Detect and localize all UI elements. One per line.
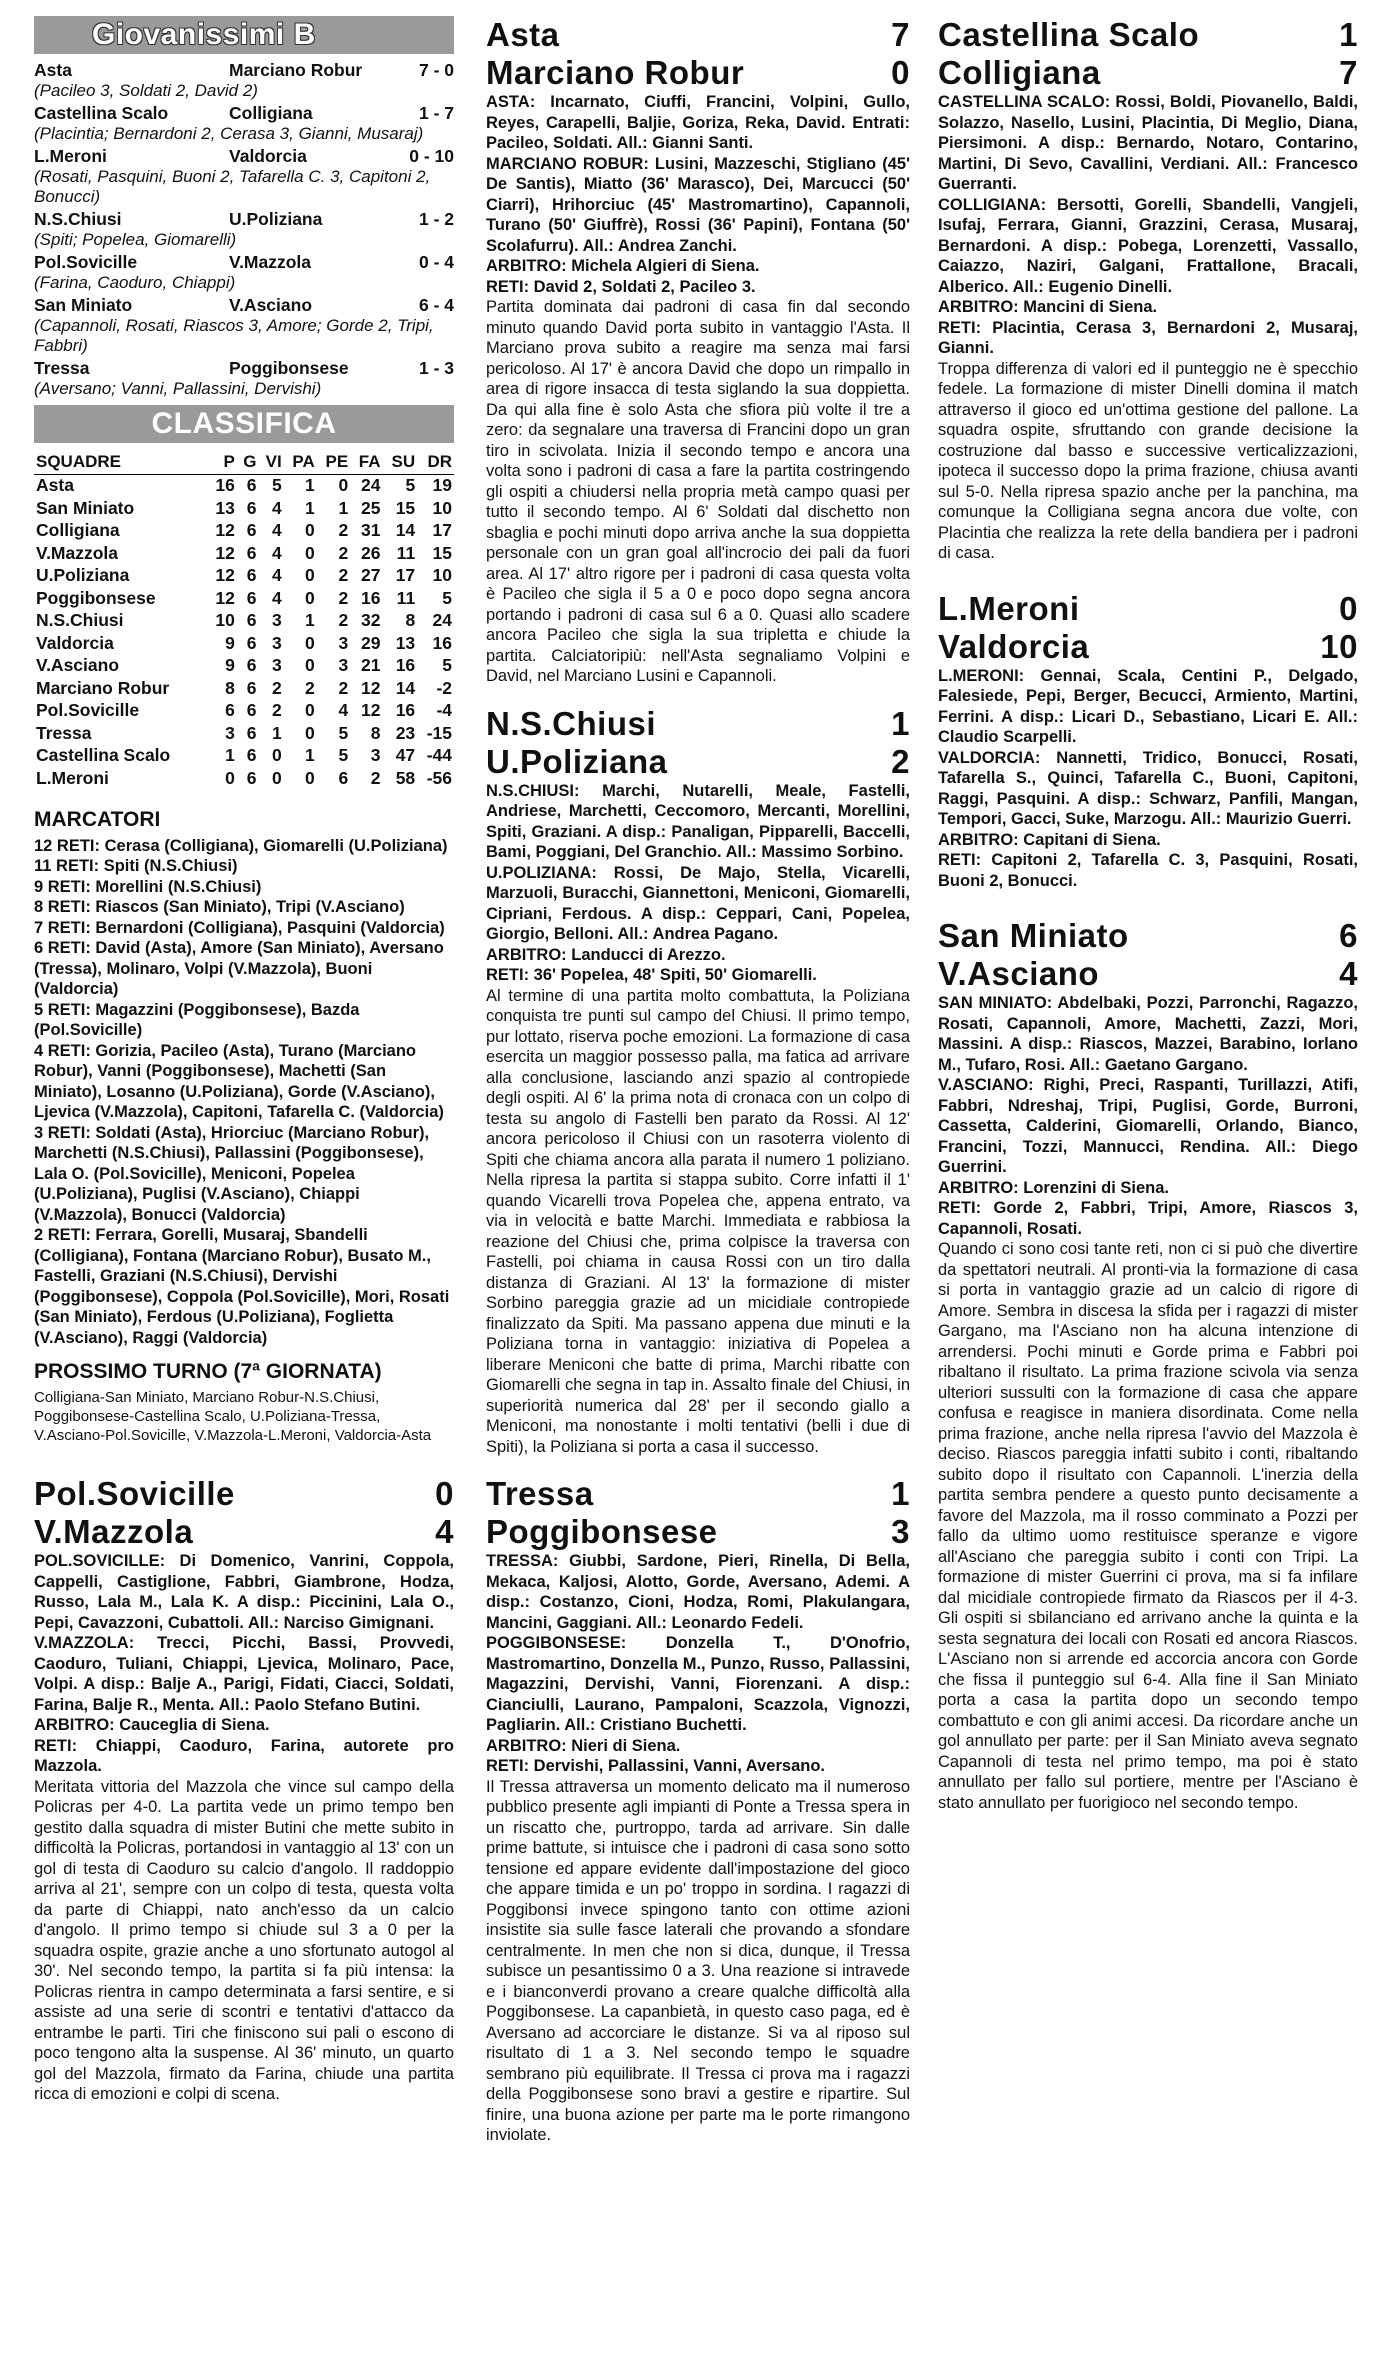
scorer-line: 11 RETI: Spiti (N.S.Chiusi) xyxy=(34,857,238,875)
table-cell: 2 xyxy=(338,520,349,541)
match xyxy=(486,16,910,687)
table-cell: 4 xyxy=(271,542,282,563)
away-score: 2 xyxy=(891,742,910,780)
standings-table xyxy=(34,451,454,790)
column-middle xyxy=(486,16,910,2146)
table-cell: 1 xyxy=(305,610,315,631)
table-header: SQUADRE xyxy=(34,451,207,474)
team-row-home xyxy=(486,16,910,54)
lineup-line: COLLIGIANA: Bersotti, Gorelli, Sbandelli, Vangjeli, Isufaj, Ferrara, Gianni, Grazzini, Cerasa, Musaraj, Bernardoni. A disp.: Pobega, Lorenzetti, Vassallo, Caiazzo, Naziri, Galgani, Frattallone, Bracali, Alberico. All.: Eugenio Dinelli. xyxy=(938,195,1358,296)
report-text: Il Tressa attraversa un momento delicato ma il numeroso pubblico presente agli impianti di Ponte a Tressa spera in un riscatto che, purtroppo, tarda ad arrivare. Sin dalle prime battute, si intuisce che i padroni di casa sono sotto tensione ed appare evidente dall'impostazione del gioco che appare timida e un po' troppo in sordina. I ragazzi di Poggibonsi invece spingono tanto con ottime azioni insistite sia sulle fasce laterali che provando a sfondare centralmente. In men che non si dica, dunque, il Tressa subisce un pesantissimo 0 a 3. Una reazione si intravede e i bianconverdi provano a creare qualche difficoltà alla Poggibonsese. La capanbietà, in questo caso paga, ed è Aversano ad accorciare le distanze. Si va al riposo sul risultato di 1 a 3. Nel secondo tempo le squadre sembrano più equilibrate. Il Tressa ci prova ma i ragazzi della Poggibonsese sono bravi a gestire e ripartire. Sul finire, una buona azione per parte ma le porte rimangono inviolate. xyxy=(486,1777,910,2144)
table-header: DR xyxy=(417,451,454,474)
table-cell: 1 xyxy=(225,745,235,766)
table-cell: 24 xyxy=(432,610,452,631)
lineup-line: V.MAZZOLA: Trecci, Picchi, Bassi, Provvedi, Caoduro, Tuliani, Chiappi, Ljevica, Molinaro, Pace, Volpi. A disp.: Balje A., Parigi, Fidati, Ciacci, Soldati, Farina, Balje R., Menta. All.: Paolo Stefano Butini. xyxy=(34,1634,454,1714)
table-cell: 6 xyxy=(246,655,257,676)
classifica-banner: CLASSIFICA xyxy=(34,405,454,443)
team-row-home xyxy=(938,590,1358,628)
table-cell: 2 xyxy=(271,677,282,698)
table-cell: 5 xyxy=(271,475,282,496)
away-team: Valdorcia xyxy=(229,146,307,166)
table-cell: 0 xyxy=(305,722,315,743)
away-score: 4 xyxy=(435,1513,454,1550)
table-cell: 12 xyxy=(215,542,235,563)
away-team: V.Asciano xyxy=(229,295,313,315)
away-score: 10 xyxy=(1320,627,1358,665)
lineup-line: RETI: David 2, Soldati 2, Pacileo 3. xyxy=(486,277,756,296)
column-right xyxy=(938,16,1358,1813)
table-cell: 3 xyxy=(271,655,282,676)
table-cell: 2 xyxy=(305,677,315,698)
result-row xyxy=(34,295,454,316)
table-cell: 17 xyxy=(432,520,452,541)
team-row-away xyxy=(938,955,1358,993)
scorers: (Farina, Caoduro, Chiappi) xyxy=(34,273,236,292)
table-cell: Pol.Sovicille xyxy=(36,700,140,721)
table-cell: 5 xyxy=(338,722,349,743)
table-cell: 6 xyxy=(246,700,257,721)
lineups xyxy=(486,92,910,297)
table-cell: 4 xyxy=(271,587,282,608)
table-cell: 3 xyxy=(271,610,282,631)
away-team: Poggibonsese xyxy=(229,358,349,378)
home-score: 1 xyxy=(891,704,910,742)
table-cell: -2 xyxy=(436,677,452,698)
table-cell: 12 xyxy=(215,587,235,608)
table-cell: 6 xyxy=(246,587,257,608)
table-cell: 15 xyxy=(395,497,416,518)
away-team: Marciano Robur xyxy=(229,60,363,80)
table-cell: 0 xyxy=(305,700,315,721)
table-cell: 27 xyxy=(361,565,381,586)
table-row xyxy=(34,474,454,497)
away-team-name: U.Poliziana xyxy=(486,742,668,780)
lineup-line: RETI: Dervishi, Pallassini, Vanni, Aversano. xyxy=(486,1757,825,1775)
table-cell: 8 xyxy=(370,722,381,743)
match xyxy=(938,917,1358,1813)
table-cell: 2 xyxy=(271,700,282,721)
table-cell: 4 xyxy=(271,497,282,518)
away-team: Colligiana xyxy=(229,103,313,123)
lineup-line: ARBITRO: Mancini di Siena. xyxy=(938,298,1158,316)
scorers: (Capannoli, Rosati, Riascos 3, Amore; Gorde 2, Tripi, Fabbri) xyxy=(34,316,434,355)
result-row xyxy=(34,146,454,167)
table-cell: 13 xyxy=(395,632,416,653)
table-cell: Valdorcia xyxy=(36,632,114,653)
team-row-away xyxy=(34,1513,454,1551)
report-text: Al termine di una partita molto combattuta, la Poliziana conquista tre punti sul campo del Chiusi. Il primo tempo, pur lottato, riserva poche emozioni. La formazione di casa esercita un maggior possesso palla, ma fatica ad arrivare alla conclusione, lasciando anzi spazio al contropiede degli ospiti. Al 6' la prima nota di cronaca con un colpo di testa su angolo di Fastelli ben parato da Rossi. Al 12' ancora pericoloso il Chiusi con un rasoterra violento di Spiti che chiama ancora alla parata il numero 1 poliziano. Nella ripresa la partita si stappa subito. Corre infatti il 1' quando Vicarelli trova Popelea che, appena entrato, va via in velocità e batte Marchi. Immediata e rabbiosa la reazione del Chiusi che, prima colpisce la traversa con Fastelli, poi chiama in causa Rossi con un tiro dalla distanza di Graziani. Al 13' la formazione di mister Sorbino pareggia grazie ad un micidiale contropiede finalizzato da Spiti. Ma passano appena due minuti e la Poliziana torna in vantaggio: iniziativa di Popelea a liberare Meniconi che batte di prima, Marchi ribatte con Giomarelli che segna in tap in. Assalto finale del Chiusi, in superiorità numerica dal 28' per il secondo giallo a Meniconi, ma nonostante i molti tentativi (belli i due di Spiti), la Poliziana si porta a casa il successo. xyxy=(486,986,910,1456)
away-team-name: V.Mazzola xyxy=(34,1513,194,1550)
table-row xyxy=(34,745,454,768)
table-cell: -15 xyxy=(426,722,452,743)
table-cell: 16 xyxy=(215,475,235,496)
lineup-line: TRESSA: Giubbi, Sardone, Pieri, Rinella, Di Bella, Mekaca, Kaljosi, Alotto, Gorde, Aversano, Ademi. A disp.: Costanzo, Cioni, Hodza, Romi, Plakulangara, Mancini, Gaggiani. All.: Leonardo Fedeli. xyxy=(486,1552,910,1632)
table-cell: 5 xyxy=(338,745,349,766)
table-cell: 11 xyxy=(396,587,416,608)
table-cell: 1 xyxy=(305,745,315,766)
team-row-away xyxy=(938,628,1358,666)
match xyxy=(938,16,1358,564)
away-team-name: Colligiana xyxy=(938,54,1101,91)
table-cell: 5 xyxy=(442,655,452,676)
table-cell: Tressa xyxy=(36,722,92,743)
match xyxy=(34,1475,454,2105)
table-cell: 5 xyxy=(405,475,416,496)
table-row xyxy=(34,722,454,745)
home-score: 6 xyxy=(1339,917,1358,954)
lineups xyxy=(486,1551,910,1777)
table-cell: 0 xyxy=(305,587,315,608)
home-team: N.S.Chiusi xyxy=(34,209,122,229)
lineup-line: N.S.CHIUSI: Marchi, Nutarelli, Meale, Fastelli, Andriese, Marchetti, Ceccomoro, Mercanti, Morellini, Spiti, Graziani. A disp.: Panaligan, Pipparelli, Baccelli, Bami, Poggiani, Del Granchio. All.: Massimo Sorbino. xyxy=(486,781,910,861)
scorer-line: 6 RETI: David (Asta), Amore (San Miniato), Aversano (Tressa), Molinaro, Volpi (V.Mazzola), Buoni (Valdorcia) xyxy=(34,939,444,998)
table-cell: Poggibonsese xyxy=(36,587,156,608)
away-score: 4 xyxy=(1339,955,1358,992)
table-cell: 1 xyxy=(338,497,349,518)
table-cell: 0 xyxy=(225,767,235,788)
home-team-name: Asta xyxy=(486,16,560,53)
table-cell: 16 xyxy=(361,587,381,608)
table-cell: 0 xyxy=(338,475,349,496)
table-row xyxy=(34,767,454,790)
table-cell: 3 xyxy=(271,632,282,653)
table-header: VI xyxy=(259,451,284,474)
home-score: 0 xyxy=(435,1475,454,1512)
table-cell: 4 xyxy=(271,520,282,541)
table-cell: 12 xyxy=(215,565,235,586)
report-text: Meritata vittoria del Mazzola che vince sul campo della Policras per 4-0. La partita vede un primo tempo ben gestito dalla squadra di mister Butini che mette subito in difficoltà la Policras, portandosi in vantaggio al 13' con un gol di testa di Caoduro su calcio d'angolo. Il raddoppio arriva al 21', sempre con un colpo di testa, questa volta da parte di Chiappi, nato anch'esso da un calcio d'angolo. Il primo tempo si chiude sul 3 a 0 per la squadra ospite, grazie anche a uno sfortunato autogol al 30'. Nel secondo tempo, la partita si fa più intensa: la Policras rientra in campo determinata a farsi sentire, e si assiste ad una serie di scontri e tentativi d'attacco da entrambe le parti. Tiri che finiscono sui pali o escono di poco tengono alta la suspense. Al 36' minuto, un quarto gol del Mazzola, firmato da Farina, chiude una partita ricca di emozioni e colpi di scena. xyxy=(34,1777,454,2103)
scorer-line: 4 RETI: Gorizia, Pacileo (Asta), Turano (Marciano Robur), Vanni (Poggibonsese), Machetti (San Miniato), Losanno (U.Poliziana), Gorde (V.Asciano), Ljevica (V.Mazzola), Capitoni, Tafarella C. (Valdorcia) xyxy=(34,1041,444,1121)
score: 0 - 4 xyxy=(418,252,454,272)
table-cell: 21 xyxy=(361,655,381,676)
table-cell: 16 xyxy=(432,632,452,653)
table-cell: 6 xyxy=(246,542,257,563)
result-row xyxy=(34,103,454,124)
table-cell: Asta xyxy=(36,475,74,496)
table-row xyxy=(34,677,454,700)
table-cell: 0 xyxy=(305,632,315,653)
home-team-name: N.S.Chiusi xyxy=(486,704,657,742)
table-cell: 6 xyxy=(246,767,257,788)
lineups xyxy=(938,92,1358,359)
table-cell: 10 xyxy=(215,610,235,631)
report-text: Partita dominata dai padroni di casa fin dal secondo minuto quando David porta subito in vantaggio l'Asta. Il Marciano prova subito a reagire ma senza mai farsi pericoloso. Al 17' è ancora David che dopo un rimpallo in area di rigore insacca di testa siglando la sua doppietta. Da qui alla fine è solo Asta che sfiora più volte il tre a zero: da segnalare una traversa di Francini dopo un gran tiro in scivolata. Inizia il secondo tempo e ancora una volta sono i padroni di casa a fare la partita costringendo gli ospiti a chiudersi nella propria metà campo quasi per tutto il secondo tempo. Al 6' Soldati dal dischetto non sbaglia e pochi minuti dopo arriva anche la sua doppietta personale con un gran goal all'incrocio dei pali da fuori area. Al 17' altro rigore per i padroni di casa questa volta è Pacileo che sigla il 5 a 0 e poco dopo segna ancora portando i padroni di casa sul 6 a 0. Quasi allo scadere ancora Pacileo che sigla la sua tripletta e chiude la partita. Calciatoripiù: nell'Asta segnaliamo Volpini e David, nel Marciano Lusini e Capannoli. xyxy=(486,298,910,685)
scorer-line: 7 RETI: Bernardoni (Colligiana), Pasquini (Valdorcia) xyxy=(34,918,445,937)
team-row-away xyxy=(938,54,1358,92)
table-cell: 6 xyxy=(246,745,257,766)
match xyxy=(486,705,910,1458)
home-score: 1 xyxy=(1339,16,1358,53)
team-row-home xyxy=(938,16,1358,54)
match-report xyxy=(34,1475,454,2105)
result-row xyxy=(34,358,454,379)
home-score: 7 xyxy=(891,16,910,53)
table-row xyxy=(34,632,454,655)
score: 7 - 0 xyxy=(418,60,454,80)
scorers: (Rosati, Pasquini, Buoni 2, Tafarella C. 3, Capitoni 2, Bonucci) xyxy=(34,167,431,206)
table-cell: 0 xyxy=(271,767,282,788)
table-cell: 12 xyxy=(215,520,235,541)
lineup-line: L.MERONI: Gennai, Scala, Centini P., Delgado, Falesiede, Pepi, Berger, Becucci, Armiento, Martini, Ferrini. A disp.: Licari D., Sebastiano, Licari E. All.: Claudio Scarpelli. xyxy=(938,666,1358,746)
table-cell: 15 xyxy=(432,542,452,563)
away-score: 0 xyxy=(891,54,910,91)
marcatori-list xyxy=(34,836,454,1349)
table-cell: San Miniato xyxy=(36,497,135,518)
lineups xyxy=(34,1551,454,1777)
scorer-line: 3 RETI: Soldati (Asta), Hriorciuc (Marciano Robur), Marchetti (N.S.Chiusi), Pallassini (Poggibonsese), Lala O. (Pol.Sovicille), Meniconi, Popelea (U.Poliziana), Puglisi (V.Asciano), Chiappi (V.Mazzola), Bonucci (Valdorcia) xyxy=(34,1123,430,1224)
table-cell: Marciano Robur xyxy=(36,677,170,698)
table-cell: 5 xyxy=(442,587,452,608)
result-row xyxy=(34,209,454,230)
table-cell: 1 xyxy=(305,475,315,496)
away-team: V.Mazzola xyxy=(229,252,312,272)
home-team-name: Castellina Scalo xyxy=(938,16,1200,53)
scorers: (Aversano; Vanni, Pallassini, Dervishi) xyxy=(34,379,322,398)
table-cell: 3 xyxy=(338,632,349,653)
table-cell: 6 xyxy=(246,632,257,653)
table-cell: 6 xyxy=(246,722,257,743)
scorers: (Spiti; Popelea, Giomarelli) xyxy=(34,230,237,249)
table-cell: 10 xyxy=(432,497,452,518)
lineup-line: MARCIANO ROBUR: Lusini, Mazzeschi, Stigliano (45' De Santis), Miatto (36' Marasco), Dei, Marcucci (50' Ciarri), Hrihorciuc (45' Mastromartino), Capannoli, Turano (50' Giuffrè), Rossi (36' Papini), Fontana (50' Scolafurru). All.: Andrea Zanchi. xyxy=(486,154,910,255)
lineup-line: RETI: 36' Popelea, 48' Spiti, 50' Giomarelli. xyxy=(486,966,817,984)
table-cell: 11 xyxy=(396,542,416,563)
table-cell: 1 xyxy=(271,722,282,743)
table-row xyxy=(34,565,454,588)
table-cell: Colligiana xyxy=(36,520,120,541)
lineup-line: V.ASCIANO: Righi, Preci, Raspanti, Turillazzi, Atifi, Fabbri, Ndreshaj, Tripi, Puglisi, Gorde, Burroni, Cassetta, Calderini, Giomarelli, Orlando, Bianco, Francini, Tozzi, Mannucci, Rendina. All.: Diego Guerrini. xyxy=(938,1076,1358,1176)
table-cell: 6 xyxy=(246,497,257,518)
table-cell: 6 xyxy=(246,610,257,631)
table-cell: 1 xyxy=(305,497,315,518)
scorer-line: 2 RETI: Ferrara, Gorelli, Musaraj, Sbandelli (Colligiana), Fontana (Marciano Robur), Busato M., Fastelli, Graziani (N.S.Chiusi), Dervishi (Poggibonsese), Coppola (Pol.Sovicille), Mori, Rosati (San Miniato), Ferdous (U.Poliziana), Foglietta (V.Asciano), Raggi (Valdorcia) xyxy=(34,1226,450,1347)
table-cell: V.Mazzola xyxy=(36,542,119,563)
table-cell: 2 xyxy=(370,767,381,788)
match xyxy=(938,590,1358,892)
table-cell: 9 xyxy=(225,632,235,653)
team-row-home xyxy=(938,917,1358,955)
scorers: (Placintia; Bernardoni 2, Cerasa 3, Gianni, Musaraj) xyxy=(34,124,424,143)
home-score: 1 xyxy=(891,1475,910,1512)
home-score: 0 xyxy=(1339,589,1358,627)
table-cell: 9 xyxy=(225,655,235,676)
lineup-line: ARBITRO: Lorenzini di Siena. xyxy=(938,1178,1170,1197)
table-cell: 0 xyxy=(305,542,315,563)
lineup-line: ARBITRO: Nieri di Siena. xyxy=(486,1736,681,1755)
table-cell: L.Meroni xyxy=(36,767,109,788)
lineup-line: RETI: Placintia, Cerasa 3, Bernardoni 2, Musaraj, Gianni. xyxy=(938,318,1358,357)
table-cell: 12 xyxy=(361,677,381,698)
table-cell: -56 xyxy=(426,767,452,788)
team-row-home xyxy=(486,705,910,743)
table-row xyxy=(34,610,454,633)
table-cell: 0 xyxy=(271,745,282,766)
prossimo-title: PROSSIMO TURNO (7ª GIORNATA) xyxy=(34,1360,382,1383)
table-row xyxy=(34,497,454,520)
away-score: 7 xyxy=(1339,54,1358,91)
table-cell: 14 xyxy=(395,677,416,698)
home-team: San Miniato xyxy=(34,295,133,315)
table-cell: 12 xyxy=(361,700,381,721)
table-cell: 6 xyxy=(246,475,257,496)
score: 0 - 10 xyxy=(409,146,454,166)
scorer-line: 12 RETI: Cerasa (Colligiana), Giomarelli (U.Poliziana) xyxy=(34,836,448,855)
results-list xyxy=(34,60,454,399)
table-row xyxy=(34,587,454,610)
table-cell: 14 xyxy=(395,520,416,541)
table-cell: 6 xyxy=(225,700,235,721)
table-cell: N.S.Chiusi xyxy=(36,610,124,631)
scorers: (Pacileo 3, Soldati 2, David 2) xyxy=(34,81,258,100)
home-team: Tressa xyxy=(34,358,90,378)
lineup-line: POL.SOVICILLE: Di Domenico, Vanrini, Coppola, Cappelli, Castiglione, Fabbri, Giambrone, Hodza, Russo, Lala M., Lala K. A disp.: Piccinini, Lala O., Pepi, Cavazzoni, Cubattoli. All.: Narciso Gimignani. xyxy=(34,1552,454,1632)
table-cell: 4 xyxy=(271,565,282,586)
table-cell: 0 xyxy=(305,520,315,541)
table-cell: 2 xyxy=(338,610,349,631)
result-row xyxy=(34,60,454,81)
table-cell: 2 xyxy=(338,587,349,608)
table-header: G xyxy=(237,451,259,474)
score: 6 - 4 xyxy=(418,295,454,315)
table-cell: U.Poliziana xyxy=(36,565,130,586)
table-cell: 16 xyxy=(395,655,416,676)
score: 1 - 3 xyxy=(418,358,454,378)
away-team: U.Poliziana xyxy=(229,209,323,229)
table-cell: 8 xyxy=(225,677,235,698)
home-team-name: San Miniato xyxy=(938,917,1129,954)
team-row-home xyxy=(34,1475,454,1513)
table-cell: 0 xyxy=(305,655,315,676)
column-left xyxy=(34,16,454,2105)
table-cell: 6 xyxy=(246,565,257,586)
table-cell: 47 xyxy=(395,745,416,766)
table-header: SU xyxy=(383,451,418,474)
table-cell: 3 xyxy=(370,745,381,766)
table-cell: 6 xyxy=(246,677,257,698)
table-row xyxy=(34,700,454,723)
away-team-name: Poggibonsese xyxy=(486,1513,718,1550)
table-header: PA xyxy=(284,451,317,474)
report-text: Quando ci sono cosi tante reti, non ci si può che divertire da spettatori neutrali. Al pronti-via la formazione di casa si porta in vantaggio grazie ad un calcio di rigore di Amore. Sembra in discesa la sfida per i ragazzi di mister Gargano, ma l'Asciano non ha alcuna intenzione di arrendersi. Pochi minuti e Gorde prima e Fabbri poi ribaltano il risultato. La prima frazione scivola via senza ulteriori sussulti con la formazione di casa che appare confusa e reagisce in maniera disordinata. Come nella prima frazione, anche nella ripresa l'avvio del Mazzola è deciso. Riascos pareggia infatti subito i conti, ribaltando subito dopo il risultato con Capannoli. L'inerzia della partita sembra pendere a questo punto decisamente a favore del Mazzola, ma il rosso comminato a Pozzi per fallo da ultimo uomo restituisce speranze e vigore all'Asciano che pareggia subito i conti con Tripi. La formazione di mister Guerrini ci prova, ma si fa infilare dal micidiale contropiede firmato da Riascos per il 4-3. Gli ospiti si sbilanciano ed arrivano anche la quinta e la sesta segnatura dei locali con Rosati ed ancora Riascos. L'Asciano non si arrende ed accorcia ancora con Gorde che fissa il punteggio sul 6-4. Alla fine il San Miniato porta a casa la partita dopo un secondo tempo combattuto e con gli animi accesi. Da ricordare anche un gol annullato per parte: per il San Miniato aveva segnato Capannoli di testa nel primo tempo, ma poi è stato annullato per fallo sul portiere, mentre per l'Asciano è stato annullato per fuorigioco nel secondo tempo. xyxy=(938,1240,1358,1812)
scorer-line: 8 RETI: Riascos (San Miniato), Tripi (V.Asciano) xyxy=(34,898,405,916)
section-banner: Giovanissimi B xyxy=(34,16,454,54)
table-cell: 13 xyxy=(215,497,235,518)
score: 1 - 7 xyxy=(418,103,454,123)
table-cell: 4 xyxy=(338,700,349,721)
lineup-line: ARBITRO: Capitani di Siena. xyxy=(938,830,1161,849)
table-row xyxy=(34,655,454,678)
lineup-line: RETI: Gorde 2, Fabbri, Tripi, Amore, Riascos 3, Capannoli, Rosati. xyxy=(938,1199,1358,1238)
table-cell: 16 xyxy=(395,700,416,721)
lineup-line: POGGIBONSESE: Donzella T., D'Onofrio, Mastromartino, Donzella M., Punzo, Russo, Pallassini, Magazzini, Dervishi, Vanni, Fiorenzani. A disp.: Cianciulli, Laurano, Pampaloni, Scazzola, Vignozzi, Pagliarin. All.: Cristiano Buchetti. xyxy=(486,1634,910,1734)
table-cell: 32 xyxy=(361,610,381,631)
home-team-name: L.Meroni xyxy=(938,589,1080,627)
team-row-away xyxy=(486,743,910,781)
table-cell: 2 xyxy=(338,542,349,563)
table-cell: 0 xyxy=(305,565,315,586)
away-team-name: V.Asciano xyxy=(938,955,1100,992)
table-cell: 29 xyxy=(361,632,381,653)
report-text: Troppa differenza di valori ed il punteggio ne è specchio fedele. La formazione di mister Dinelli domina il match attraverso il gioco ed un'ottima gestione del pallone. La squadra ospite, sfruttando con grande decisione la costruzione dal basso e successive verticalizzazioni, ipoteca il successo dopo la prima frazione, chiusa avanti sul 5-0. Nella ripresa spazio anche per la panchina, ma comunque la Colligiana segna ancora due volte, con Placintia che realizza la rete della bandiera per i padroni di casa. xyxy=(938,359,1358,562)
table-cell: 24 xyxy=(361,475,381,496)
home-team-name: Tressa xyxy=(486,1475,594,1512)
table-cell: Castellina Scalo xyxy=(36,745,171,766)
team-row-away xyxy=(486,54,910,92)
table-cell: 17 xyxy=(395,565,416,586)
table-cell: 58 xyxy=(395,767,416,788)
table-cell: 8 xyxy=(405,610,416,631)
lineup-line: SAN MINIATO: Abdelbaki, Pozzi, Parronchi, Ragazzo, Rosati, Capannoli, Amore, Machetti, Zazzi, Mori, Massini. A disp.: Riascos, Mazzei, Barabino, Iorlano M., Tufaro, Rosi. All.: Gaetano Gargano. xyxy=(938,994,1358,1074)
table-row xyxy=(34,542,454,565)
lineups xyxy=(938,993,1358,1239)
table-cell: V.Asciano xyxy=(36,655,120,676)
table-row xyxy=(34,520,454,543)
lineup-line: ARBITRO: Landucci di Arezzo. xyxy=(486,945,726,964)
scorer-line: 5 RETI: Magazzini (Poggibonsese), Bazda (Pol.Sovicille) xyxy=(34,1000,360,1039)
table-cell: 6 xyxy=(246,520,257,541)
scorer-line: 9 RETI: Morellini (N.S.Chiusi) xyxy=(34,877,262,896)
table-cell: 2 xyxy=(338,565,349,586)
home-team-name: Pol.Sovicille xyxy=(34,1475,235,1512)
table-cell: 6 xyxy=(338,767,349,788)
lineups xyxy=(938,666,1358,892)
table-cell: 23 xyxy=(395,722,416,743)
match xyxy=(486,1475,910,2146)
table-cell: 25 xyxy=(361,497,381,518)
prossimo-text: Colligiana-San Miniato, Marciano Robur-N.S.Chiusi, Poggibonsese-Castellina Scalo, U.Poliziana-Tressa, V.Asciano-Pol.Sovicille, V.Mazzola-L.Meroni, Valdorcia-Asta xyxy=(34,1389,432,1444)
table-header: P xyxy=(207,451,236,474)
table-header: PE xyxy=(317,451,350,474)
score: 1 - 2 xyxy=(418,209,454,229)
away-score: 3 xyxy=(891,1513,910,1550)
table-cell: -4 xyxy=(436,700,452,721)
lineup-line: ASTA: Incarnato, Ciuffi, Francini, Volpini, Gullo, Reyes, Carapelli, Baljie, Goriza, Reka, David. Entrati: Pacileo, Soldati. All.: Gianni Santi. xyxy=(486,93,910,152)
team-row-away xyxy=(486,1513,910,1551)
home-team: Castellina Scalo xyxy=(34,103,169,123)
away-team-name: Marciano Robur xyxy=(486,54,745,91)
lineup-line: RETI: Capitoni 2, Tafarella C. 3, Pasquini, Rosati, Buoni 2, Bonucci. xyxy=(938,851,1358,890)
table-cell: 10 xyxy=(432,565,452,586)
table-header: FA xyxy=(350,451,382,474)
table-cell: -44 xyxy=(426,745,452,766)
marcatori-title: MARCATORI xyxy=(34,807,161,831)
lineup-line: VALDORCIA: Nannetti, Tridico, Bonucci, Rosati, Tafarella S., Quinci, Tafarella C., Buoni, Capitoni, Raggi, Pasquini. A disp.: Schwarz, Panfili, Mangan, Tempori, Gacci, Suke, Marzogu. All.: Maurizio Guerri. xyxy=(938,748,1358,828)
table-cell: 19 xyxy=(432,475,452,496)
lineup-line: CASTELLINA SCALO: Rossi, Boldi, Piovanello, Baldi, Solazzo, Nasello, Lusini, Placintia, Di Meglio, Diana, Piersimoni. A disp.: Bernardo, Notaro, Contarino, Martini, Di Sevo, Cavallini, Verdiani. All.: Francesco Guerranti. xyxy=(938,93,1358,193)
table-cell: 3 xyxy=(338,655,349,676)
home-team: Pol.Sovicille xyxy=(34,252,138,272)
table-cell: 31 xyxy=(361,520,381,541)
home-team: L.Meroni xyxy=(34,146,107,166)
result-row xyxy=(34,252,454,273)
table-cell: 26 xyxy=(361,542,381,563)
table-cell: 3 xyxy=(225,722,235,743)
team-row-home xyxy=(486,1475,910,1513)
lineup-line: RETI: Chiappi, Caoduro, Farina, autorete pro Mazzola. xyxy=(34,1736,454,1775)
lineup-line: ARBITRO: Cauceglia di Siena. xyxy=(34,1716,270,1734)
lineup-line: U.POLIZIANA: Rossi, De Majo, Stella, Vicarelli, Marzuoli, Buracchi, Giannettoni, Meniconi, Giomarelli, Cipriani, Ferdous. A disp.: Ceppari, Cani, Popelea, Giorgio, Belloni. All.: Andrea Pagano. xyxy=(486,863,910,943)
home-team: Asta xyxy=(34,60,72,80)
away-team-name: Valdorcia xyxy=(938,627,1090,665)
table-cell: 0 xyxy=(305,767,315,788)
lineups xyxy=(486,781,910,986)
lineup-line: ARBITRO: Michela Algieri di Siena. xyxy=(486,257,760,275)
table-cell: 2 xyxy=(338,677,349,698)
